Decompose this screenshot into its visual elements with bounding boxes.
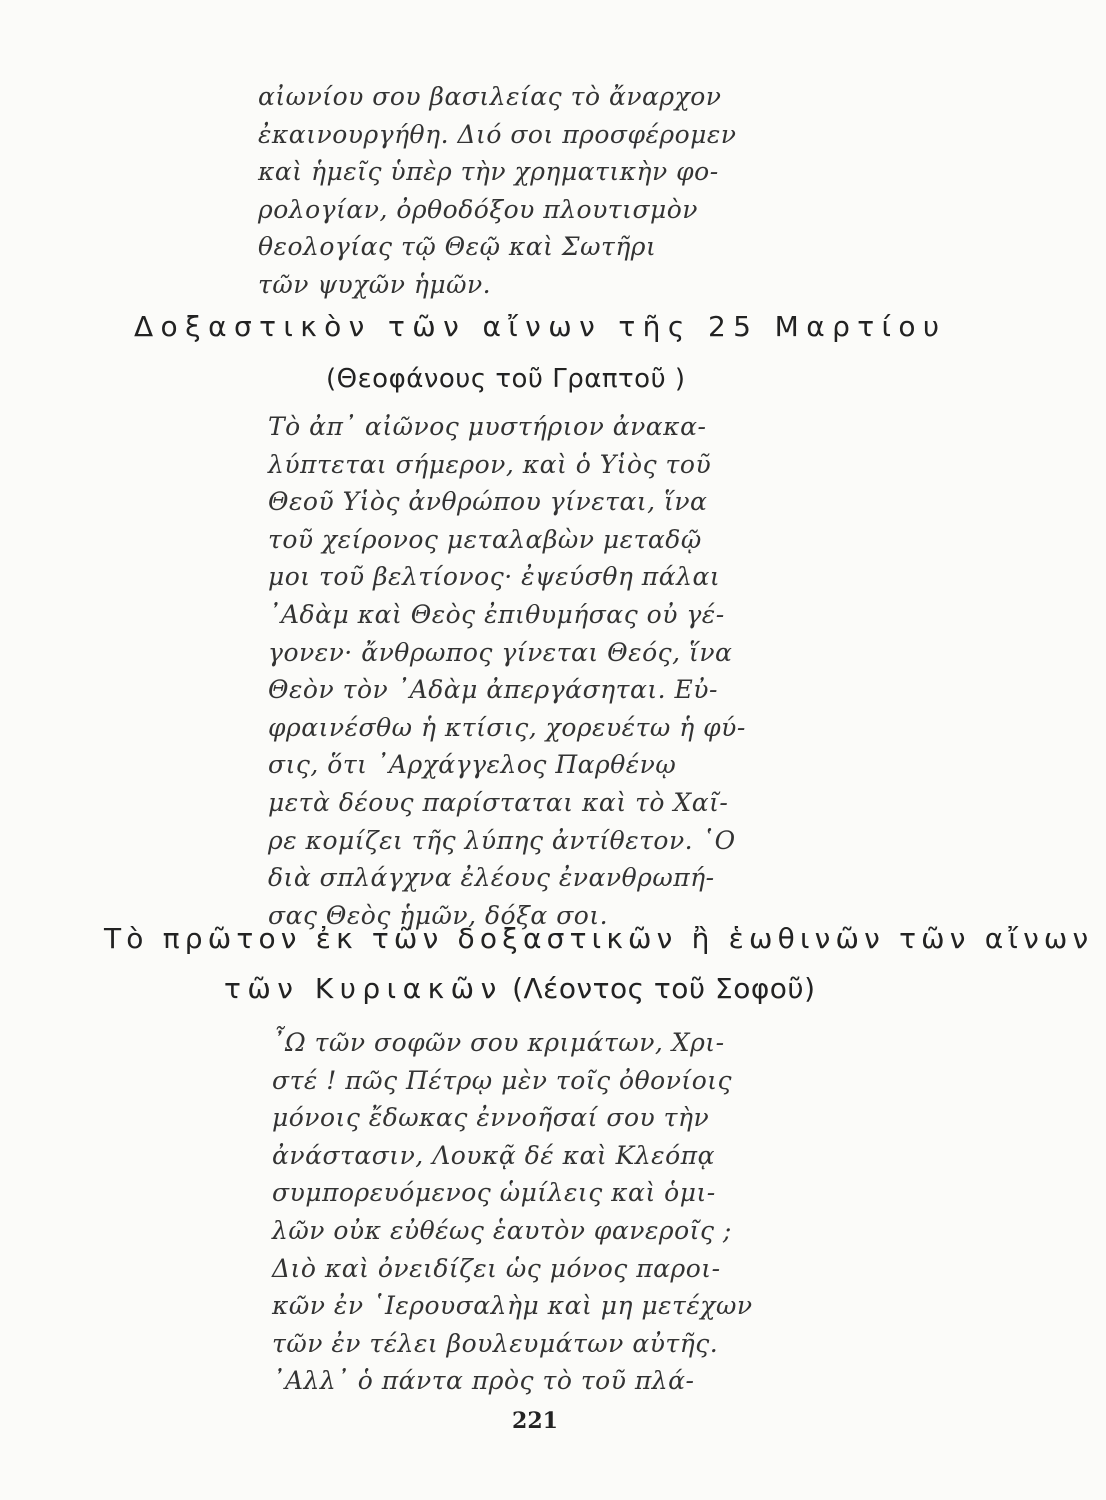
verse-line: διὰ σπλάγχνα ἐλέους ἐνανθρωπή- <box>268 863 715 893</box>
verse-line: θεολογίας τῷ Θεῷ καὶ Σωτῆρι <box>258 232 657 262</box>
verse-line: Διὸ καὶ ὀνειδίζει ὡς μόνος παροι- <box>272 1253 721 1283</box>
verse-line: Τὸ ἀπ᾽ αἰῶνος μυστήριον ἀνακα- <box>268 412 707 441</box>
verse-line: ᾽Αλλ᾽ ὁ πάντα πρὸς τὸ τοῦ πλά- <box>272 1366 695 1396</box>
page-number: 221 <box>512 1408 558 1434</box>
verse-line: ρε κομίζει τῆς λύπης ἀντίθετον. ῾Ο <box>268 825 736 855</box>
section-subheading-theophanes: (Θεοφάνους τοῦ Γραπτοῦ ) <box>326 364 686 394</box>
verse-line: μετὰ δέους παρίσταται καὶ τὸ Χαῖ- <box>268 787 729 817</box>
verse-line: στέ ! πῶς Πέτρῳ μὲν τοῖς ὀθονίοις <box>272 1065 733 1095</box>
verse-line: αἰωνίου σου βασιλείας τὸ ἄναρχον <box>258 82 722 111</box>
verse-line: ἐκαινουργήθη. Διό σοι προσφέρομεν <box>258 119 737 149</box>
verse-line: καὶ ἡμεῖς ὑπὲρ τὴν χρηματικὴν φο- <box>258 157 719 187</box>
verse-line: φραινέσθω ἡ κτίσις, χορευέτω ἡ φύ- <box>268 712 746 742</box>
verse-line: ἀνάστασιν, Λουκᾷ δέ καὶ Κλεόπᾳ <box>272 1140 715 1170</box>
verse-line: σις, ὅτι ᾽Αρχάγγελος Παρθένῳ <box>268 750 677 780</box>
section-heading-kyriakon <box>224 972 816 1005</box>
verse-line: συμπορευόμενος ὡμίλεις καὶ ὁμι- <box>272 1178 716 1208</box>
verse-line: σας Θεὸς ἡμῶν, δόξα σοι. <box>268 900 609 930</box>
verse-line: γονεν· ἄνθρωπος γίνεται Θεός, ἵνα <box>268 637 733 667</box>
verse-line: Θεὸν τὸν ᾽Αδὰμ ἀπεργάσηται. Εὐ- <box>268 675 718 705</box>
verse-line: ῏Ω τῶν σοφῶν σου κριμάτων, Χρι- <box>272 1028 725 1057</box>
verse-line: κῶν ἐν ῾Ιερουσαλὴμ καὶ μη μετέχων <box>272 1291 753 1321</box>
heading-kyriakon-spaced: τῶν Κυριακῶν <box>224 972 503 1005</box>
heading-leon-sophos: (Λέοντος τοῦ Σοφοῦ) <box>502 972 816 1005</box>
doxastikon-verse <box>268 408 746 934</box>
verse-line: τῶν ψυχῶν ἡμῶν. <box>258 269 492 299</box>
verse-line: ᾽Αδὰμ καὶ Θεὸς ἐπιθυμήσας οὐ γέ- <box>268 599 725 629</box>
verse-line: λύπτεται σήμερον, καὶ ὁ Υἱὸς τοῦ <box>268 449 712 479</box>
verse-line: μόνοις ἔδωκας ἐννοῆσαί σου τὴν <box>272 1103 710 1133</box>
verse-line: Θεοῦ Υἱὸς ἀνθρώπου γίνεται, ἵνα <box>268 487 708 517</box>
section-heading-doxastikon-ainon: Δοξαστικὸν τῶν αἴνων τῆς 25 Μαρτίου <box>134 310 947 343</box>
verse-line: τοῦ χείρονος μεταλαβὼν μεταδῷ <box>268 524 702 554</box>
verse-line: λῶν οὐκ εὐθέως ἑαυτὸν φανεροῖς ; <box>272 1215 732 1245</box>
section-heading-eothina: Τὸ πρῶτον ἐκ τῶν δοξαστικῶν ἢ ἑωθινῶν τῶν αἴνων <box>104 922 1094 955</box>
verse-line: ρολογίαν, ὀρθοδόξου πλουτισμὸν <box>258 194 698 224</box>
eothinon-verse <box>272 1024 753 1400</box>
opening-verse <box>258 78 736 304</box>
verse-line: μοι τοῦ βελτίονος· ἐψεύσθη πάλαι <box>268 562 721 592</box>
verse-line: τῶν ἐν τέλει βουλευμάτων αὐτῆς. <box>272 1328 719 1358</box>
